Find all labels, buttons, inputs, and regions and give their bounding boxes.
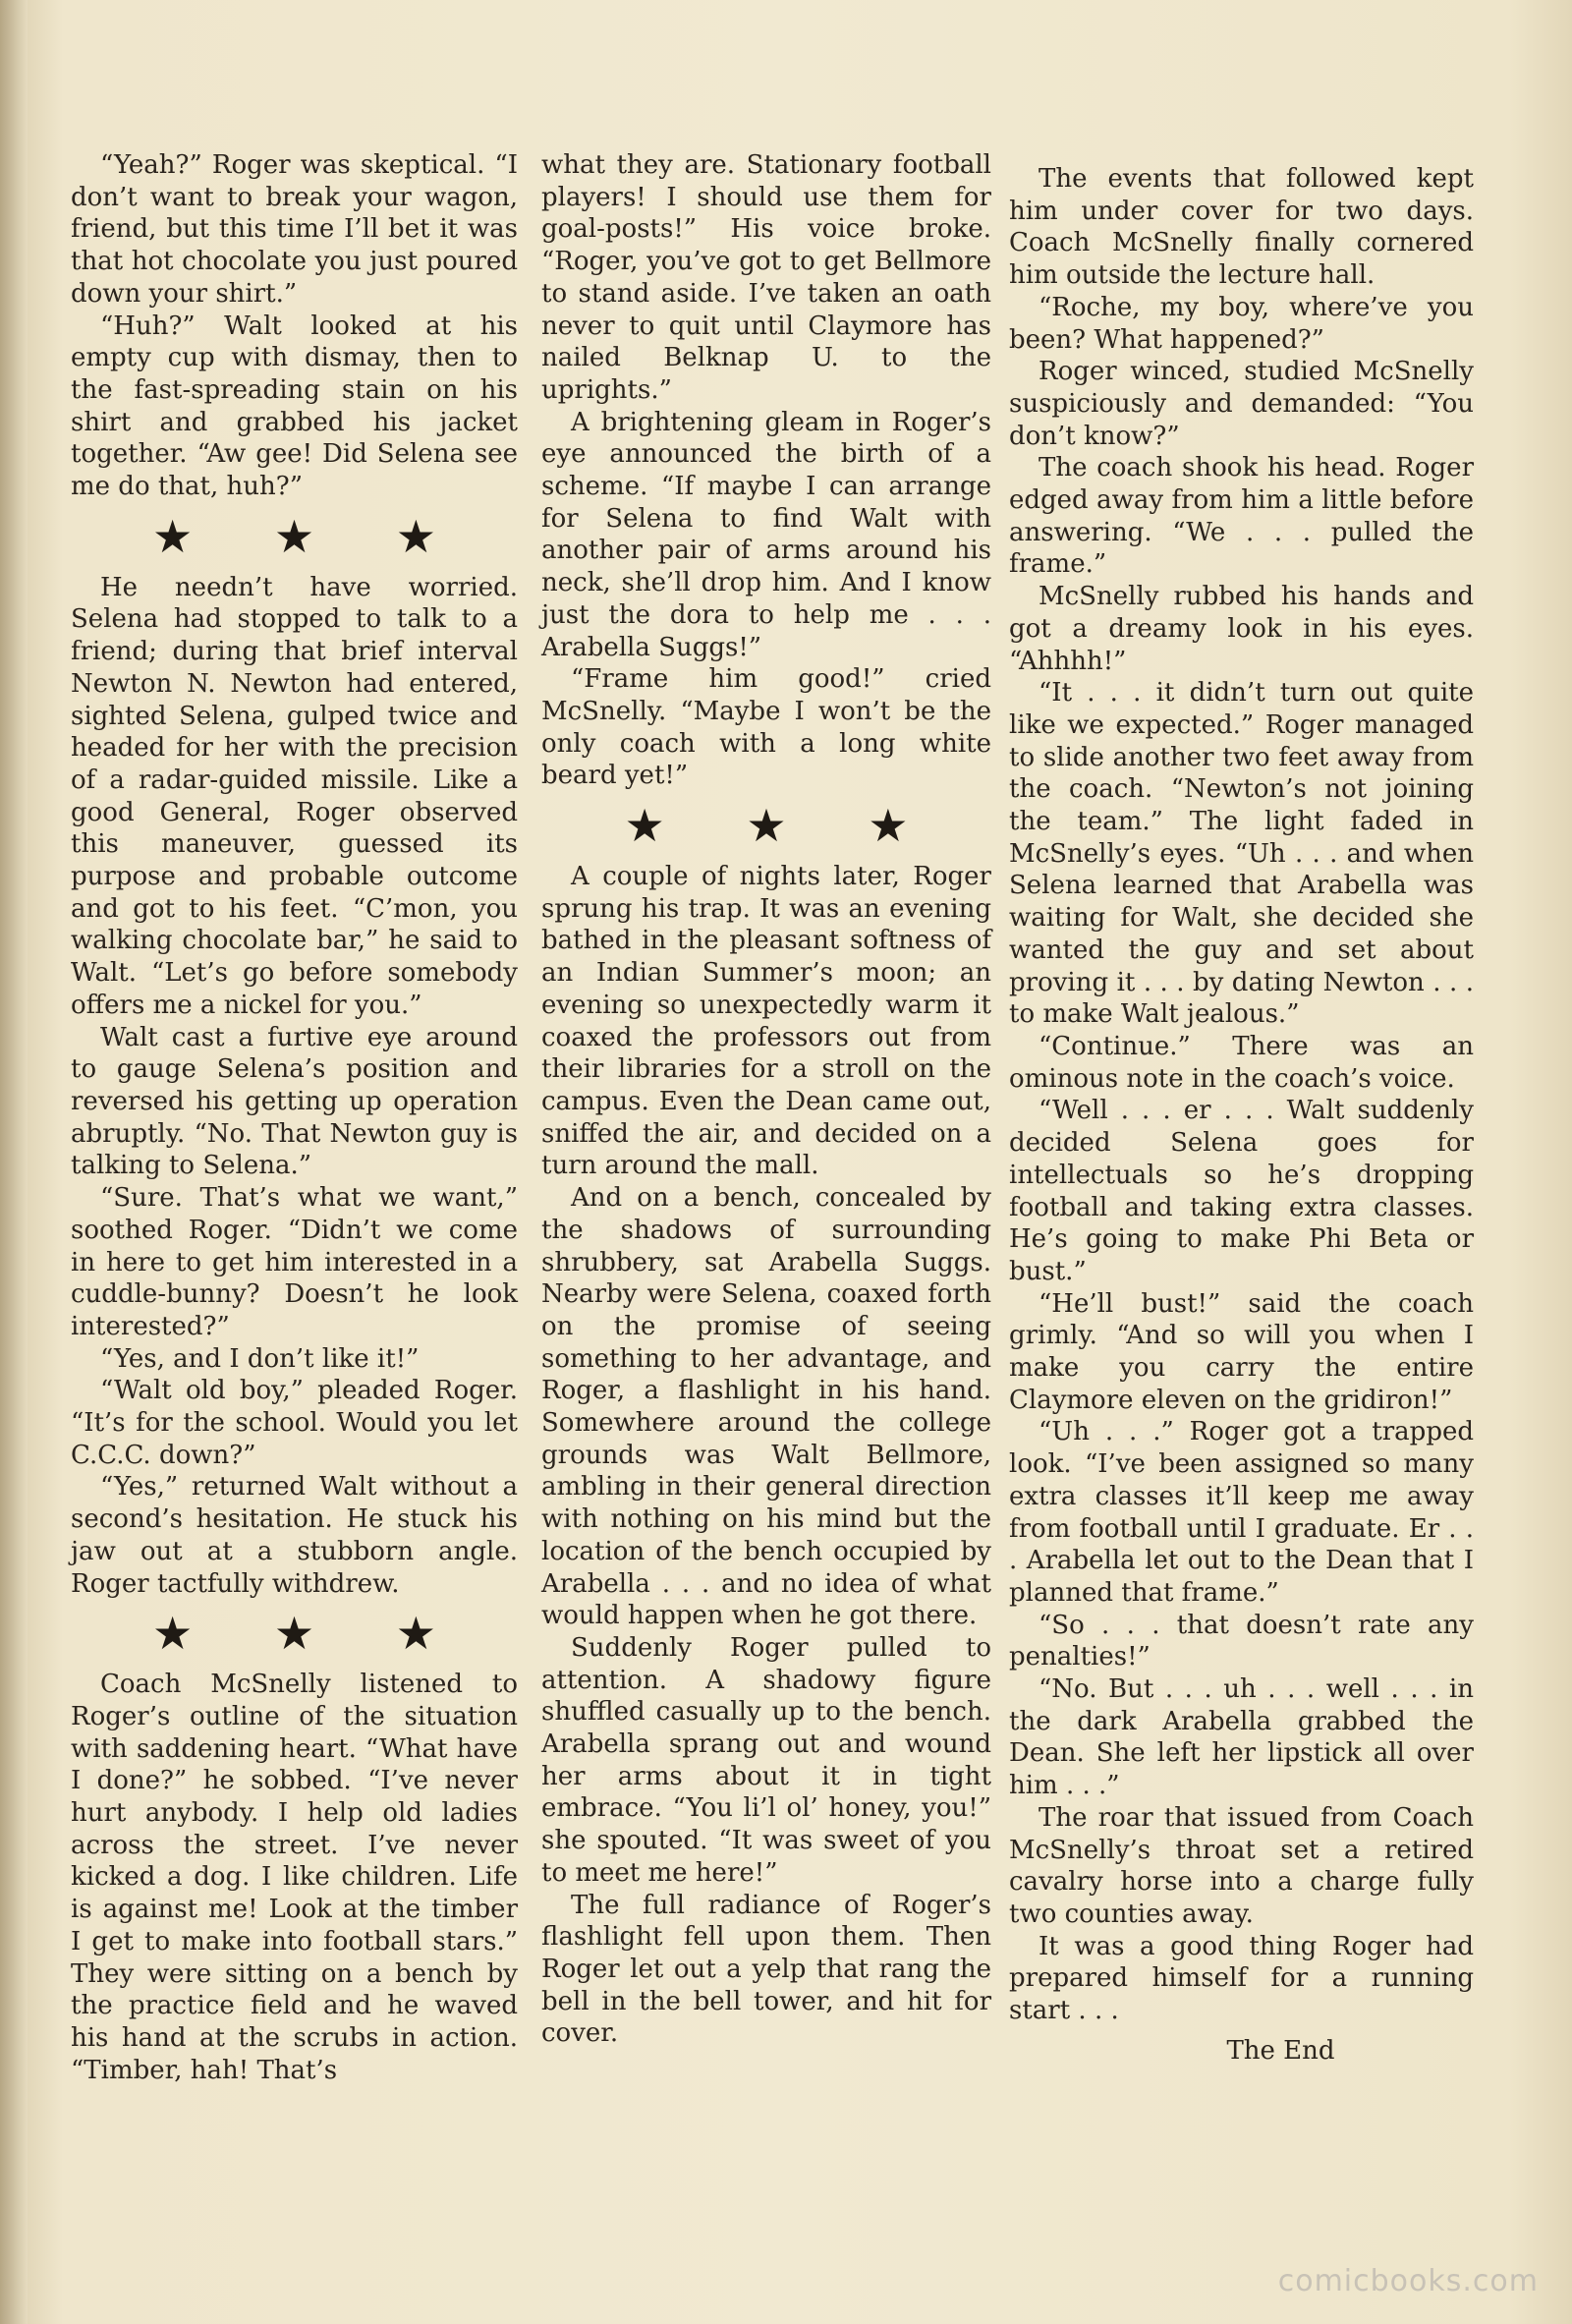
section-separator-stars: ★ ★ ★ [152, 509, 470, 563]
paragraph: Walt cast a furtive eye around to gauge Selena’s position and reversed his getting up operation abruptly. “No. That Newton guy is talking to Selena.” [71, 1022, 518, 1181]
paragraph: “Yes,” returned Walt without a second’s hesitation. He stuck his jaw out at a stubborn angle. Roger tactfully withdrew. [71, 1472, 518, 1599]
paragraph: “Uh . . .” Roger got a trapped look. “I’ve been assigned so many extra classes it’ll keep me away from football until I graduate. Er . . . Arabella let out to the Dean that I planned that frame.” [1009, 1417, 1474, 1608]
text-column-2 [541, 149, 991, 2050]
paragraph: “Roche, my boy, where’ve you been? What happened?” [1009, 292, 1474, 355]
section-separator-stars: ★ ★ ★ [624, 799, 942, 853]
paragraph: The roar that issued from Coach McSnelly’s throat set a retired cavalry horse into a charge fully two counties away. [1009, 1802, 1474, 1929]
paragraph: what they are. Stationary football players! I should use them for goal-posts!” His voice broke. “Roger, you’ve got to get Bellmore to stand aside. I’ve taken an oath never to quit until Claymore has nailed Belknap U. to the uprights.” [541, 150, 991, 405]
paragraph: “Sure. That’s what we want,” soothed Roger. “Didn’t we come in here to get him interested in a cuddle-bunny? Doesn’t he look interested?” [71, 1183, 518, 1341]
paragraph: The full radiance of Roger’s flashlight fell upon them. Then Roger let out a yelp that rang the bell in the bell tower, and hit for cover. [541, 1890, 991, 2049]
paragraph: Coach McSnelly listened to Roger’s outline of the situation with saddening heart. “What have I done?” he sobbed. “I’ve never hurt anybody. I help old ladies across the street. I’ve never kicked a dog. I like children. Life is against me! Look at the timber I get to make into football stars.” They were sitting on a bench by the practice field and he waved his hand at the scrubs in action. “Timber, hah! That’s [71, 1670, 518, 2085]
paragraph: “Well . . . er . . . Walt suddenly decided Selena goes for intellectuals so he’s dropping football and taking extra classes. He’s going to make Phi Beta or bust.” [1009, 1096, 1474, 1286]
paragraph: A brightening gleam in Roger’s eye announced the birth of a scheme. “If maybe I can arrange for Selena to find Walt with another pair of arms around his neck, she’ll drop him. And I know just the dora to help me . . . Arabella Suggs!” [541, 407, 991, 662]
page-spine-shadow [0, 0, 28, 2324]
paragraph: “Walt old boy,” pleaded Roger. “It’s for the school. Would you let C.C.C. down?” [71, 1376, 518, 1470]
paragraph: “Huh?” Walt looked at his empty cup with dismay, then to the fast-spreading stain on his shirt and grabbed his jacket together. “Aw gee! Did Selena see me do that, huh?” [71, 311, 518, 502]
paragraph: Roger winced, studied McSnelly suspiciously and demanded: “You don’t know?” [1009, 357, 1474, 451]
paragraph: The events that followed kept him under cover for two days. Coach McSnelly finally cornered him outside the lecture hall. [1009, 164, 1474, 291]
section-separator-stars: ★ ★ ★ [152, 1607, 470, 1661]
text-column-1 [71, 149, 518, 2086]
paragraph: McSnelly rubbed his hands and got a dreamy look in his eyes. “Ahhhh!” [1009, 582, 1474, 676]
paragraph: “No. But . . . uh . . . well . . . in the dark Arabella grabbed the Dean. She left her lipstick all over him . . .” [1009, 1674, 1474, 1801]
paragraph: “Yeah?” Roger was skeptical. “I don’t want to break your wagon, friend, but this time I’ll bet it was that hot chocolate you just poured down your shirt.” [71, 150, 518, 309]
paragraph: “Continue.” There was an ominous note in the coach’s voice. [1009, 1031, 1474, 1094]
story-end-mark: The End [1226, 2035, 1335, 2066]
paragraph: Suddenly Roger pulled to attention. A shadowy figure shuffled casually up to the bench. Arabella sprang out and wound her arms about it in tight embrace. “You li’l ol’ honey, you!” she spouted. “It was sweet of you to meet me here!” [541, 1632, 991, 1888]
paragraph: “It . . . it didn’t turn out quite like we expected.” Roger managed to slide another two feet away from the coach. “Newton’s not joining the team.” The light faded in McSnelly’s eyes. “Uh . . . and when Selena learned that Arabella was waiting for Walt, she decided she wanted the guy and set about proving it . . . by dating Newton . . . to make Walt jealous.” [1009, 678, 1474, 1030]
watermark: comicbooks.com [1277, 2264, 1539, 2298]
paragraph: “So . . . that doesn’t rate any penalties!” [1009, 1610, 1474, 1672]
paragraph: “Frame him good!” cried McSnelly. “Maybe I won’t be the only coach with a long white beard yet!” [541, 664, 991, 791]
paragraph: “Yes, and I don’t like it!” [100, 1343, 420, 1374]
paragraph: “He’ll bust!” said the coach grimly. “And so will you when I make you carry the entire Claymore eleven on the gridiron!” [1009, 1288, 1474, 1415]
paragraph: And on a bench, concealed by the shadows of surrounding shrubbery, sat Arabella Suggs. Nearby were Selena, coaxed forth on the promise of seeing something to her advantage, and Roger, a flashlight in his hand. Somewhere around the college grounds was Walt Bellmore, ambling in their general direction with nothing on his mind but the location of the bench occupied by Arabella . . . and no idea of what would happen when he got there. [541, 1183, 991, 1631]
paragraph: A couple of nights later, Roger sprung his trap. It was an evening bathed in the pleasant softness of an Indian Summer’s moon; an evening so unexpectedly warm it coaxed the professors out from their libraries for a stroll on the campus. Even the Dean came out, sniffed the air, and decided on a turn around the mall. [541, 862, 991, 1181]
text-column-3 [1009, 163, 1474, 2067]
paragraph: He needn’t have worried. Selena had stopped to talk to a friend; during that brief interval Newton N. Newton had entered, sighted Selena, gulped twice and headed for her with the precision of a radar-guided missile. Like a good General, Roger observed this maneuver, guessed its purpose and probable outcome and got to his feet. “C’mon, you walking chocolate bar,” he said to Walt. “Let’s go before somebody offers me a nickel for you.” [71, 572, 518, 1020]
paragraph: The coach shook his head. Roger edged away from him a little before answering. “We . . . pulled the frame.” [1009, 453, 1474, 580]
paragraph: It was a good thing Roger had prepared himself for a running start . . . [1009, 1931, 1474, 2026]
